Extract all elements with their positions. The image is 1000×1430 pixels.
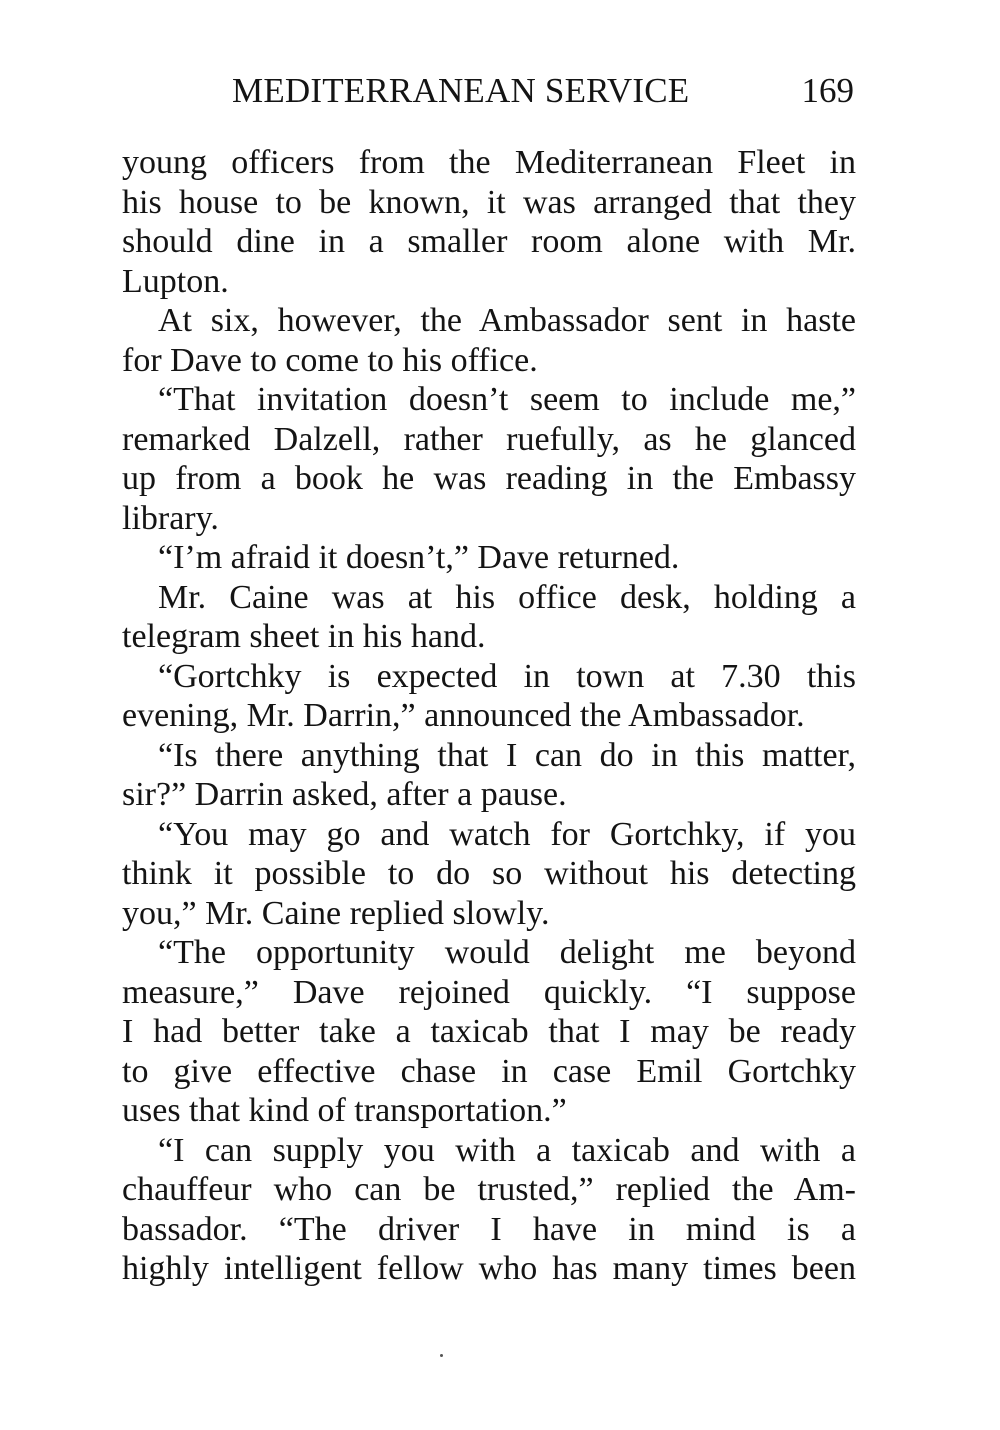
text-line: I had better take a taxicab that I may be ready [122, 1013, 856, 1050]
text-line: sir?” Darrin asked, after a pause. [122, 776, 567, 813]
page-number: 169 [801, 71, 854, 110]
text-line: “The opportunity would delight me beyond [158, 934, 856, 971]
text-line: bassador. “The driver I have in mind is a [122, 1210, 856, 1248]
running-head [232, 66, 854, 116]
text-line: At six, however, the Ambassador sent in haste [158, 302, 856, 339]
text-line: should dine in a smaller room alone with Mr. [122, 223, 856, 260]
text-line: Mr. Caine was at his office desk, holding a [158, 578, 856, 616]
text-line: Lupton. [122, 262, 229, 300]
text-line: his house to be known, it was arranged that they [122, 183, 856, 221]
body-text [122, 143, 856, 1289]
text-line: library. [122, 499, 219, 537]
text-line: “I’m afraid it doesn’t,” Dave returned. [158, 539, 680, 576]
text-line: chauffeur who can be trusted,” replied the Am- [122, 1171, 856, 1208]
text-line: for Dave to come to his office. [122, 341, 538, 379]
text-line: uses that kind of transportation.” [122, 1092, 567, 1129]
running-title: MEDITERRANEAN SERVICE [232, 71, 690, 110]
text-line: “I can supply you with a taxicab and with a [158, 1131, 856, 1169]
text-line: “That invitation doesn’t seem to include me,” [158, 381, 856, 418]
print-speck [440, 1354, 443, 1357]
text-line: to give effective chase in case Emil Gortchky [122, 1052, 856, 1090]
text-line: measure,” Dave rejoined quickly. “I suppose [122, 973, 856, 1011]
text-line: “You may go and watch for Gortchky, if you [158, 815, 856, 853]
text-line: young officers from the Mediterranean Fleet in [122, 144, 856, 181]
text-line: telegram sheet in his hand. [122, 618, 486, 655]
text-line: highly intelligent fellow who has many times been [122, 1250, 856, 1287]
text-line: “Is there anything that I can do in this matter, [158, 736, 856, 774]
text-line: up from a book he was reading in the Embassy [122, 460, 856, 497]
text-line: you,” Mr. Caine replied slowly. [122, 894, 550, 932]
text-line: evening, Mr. Darrin,” announced the Ambassador. [122, 697, 805, 734]
text-line: think it possible to do so without his detecting [122, 855, 856, 892]
text-line: “Gortchky is expected in town at 7.30 this [158, 657, 856, 695]
text-line: remarked Dalzell, rather ruefully, as he glanced [122, 420, 856, 458]
